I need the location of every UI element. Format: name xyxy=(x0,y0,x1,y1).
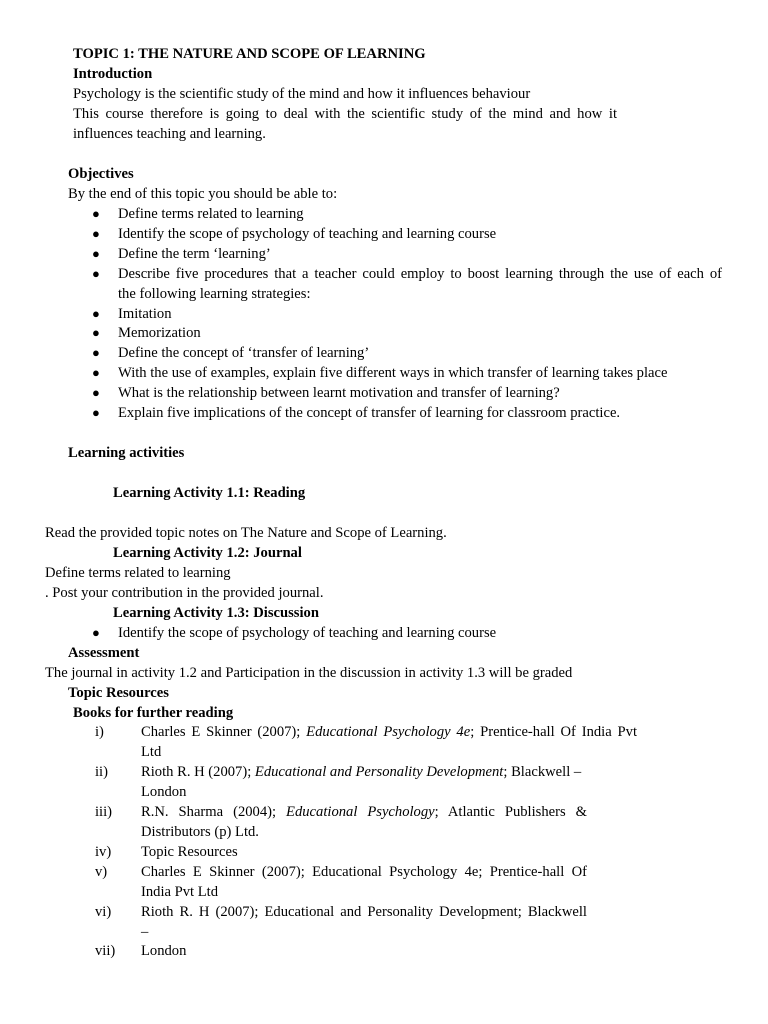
book-author: Rioth R. H (2007); xyxy=(141,764,255,780)
book-entry-continued: India Pvt Ltd xyxy=(141,884,219,900)
book-title: Educational and Personality Development xyxy=(254,764,504,780)
bullet-icon: ● xyxy=(92,306,100,321)
book-author: Charles E Skinner (2007); xyxy=(141,724,307,740)
bullet-icon: ● xyxy=(92,206,100,221)
objective-item: Define terms related to learning xyxy=(118,206,304,222)
activity-1-1-title: Learning Activity 1.1: Reading xyxy=(113,485,306,501)
learning-activities-heading: Learning activities xyxy=(68,445,185,461)
assessment-heading: Assessment xyxy=(68,645,140,661)
bullet-icon: ● xyxy=(92,405,100,420)
books-heading: Books for further reading xyxy=(73,705,234,721)
intro-line-2: This course therefore is going to deal with the scientific study of the mind and how it xyxy=(73,106,617,122)
objective-item: What is the relationship between learnt motivation and transfer of learning? xyxy=(118,385,560,401)
book-publisher: ; Blackwell – xyxy=(503,764,582,780)
objective-item: Memorization xyxy=(118,325,201,341)
book-title: Educational Psychology 4e xyxy=(306,724,471,740)
topic-title: TOPIC 1: THE NATURE AND SCOPE OF LEARNING xyxy=(73,46,426,62)
objective-item: Imitation xyxy=(118,306,172,322)
book-entry-continued: – xyxy=(141,924,149,940)
book-entry xyxy=(141,722,637,742)
objective-item: With the use of examples, explain five different ways in which transfer of learning takes place xyxy=(118,365,668,381)
activity-1-1-text: Read the provided topic notes on The Nature and Scope of Learning. xyxy=(45,525,447,541)
book-entry xyxy=(141,762,581,782)
intro-line-1: Psychology is the scientific study of the mind and how it influences behaviour xyxy=(73,86,531,102)
activity-1-2-title: Learning Activity 1.2: Journal xyxy=(113,545,302,561)
activity-1-3-title: Learning Activity 1.3: Discussion xyxy=(113,605,319,621)
book-entry: London xyxy=(141,943,187,959)
bullet-icon: ● xyxy=(92,625,100,640)
book-entry: Rioth R. H (2007); Educational and Personality Development; Blackwell xyxy=(141,904,587,920)
book-number: i) xyxy=(95,724,104,740)
book-number: ii) xyxy=(95,764,108,780)
book-entry: Topic Resources xyxy=(141,844,238,860)
book-number: v) xyxy=(95,864,108,880)
activity-1-2-text-2: . Post your contribution in the provided journal. xyxy=(45,585,324,601)
bullet-icon: ● xyxy=(92,226,100,241)
assessment-text: The journal in activity 1.2 and Participation in the discussion in activity 1.3 will be graded xyxy=(45,665,573,681)
bullet-icon: ● xyxy=(92,266,100,281)
bullet-icon: ● xyxy=(92,365,100,380)
objectives-lead: By the end of this topic you should be able to: xyxy=(68,186,338,202)
book-entry-continued: Distributors (p) Ltd. xyxy=(141,824,259,840)
objective-item: Define the term ‘learning’ xyxy=(118,246,271,262)
book-number: vi) xyxy=(95,904,112,920)
book-entry-continued: Ltd xyxy=(141,744,162,760)
introduction-heading: Introduction xyxy=(73,66,153,82)
objective-item: Describe five procedures that a teacher could employ to boost learning through the use of each of xyxy=(118,266,722,282)
bullet-icon: ● xyxy=(92,246,100,261)
objective-item: Identify the scope of psychology of teaching and learning course xyxy=(118,226,497,242)
book-publisher: ; Atlantic Publishers & xyxy=(434,804,587,820)
objective-item: Explain five implications of the concept of transfer of learning for classroom practice. xyxy=(118,405,621,421)
bullet-icon: ● xyxy=(92,325,100,340)
objectives-heading: Objectives xyxy=(68,166,134,182)
activity-1-2-text-1: Define terms related to learning xyxy=(45,565,231,581)
book-number: vii) xyxy=(95,943,116,959)
objective-item: Define the concept of ‘transfer of learning’ xyxy=(118,345,370,361)
book-author: R.N. Sharma (2004); xyxy=(141,804,287,820)
book-number: iii) xyxy=(95,804,113,820)
intro-line-3: influences teaching and learning. xyxy=(73,126,266,142)
topic-resources-heading: Topic Resources xyxy=(68,685,169,701)
book-entry-continued: London xyxy=(141,784,187,800)
bullet-icon: ● xyxy=(92,345,100,360)
book-number: iv) xyxy=(95,844,112,860)
book-entry: Charles E Skinner (2007); Educational Psychology 4e; Prentice-hall Of xyxy=(141,864,587,880)
activity-1-3-item: Identify the scope of psychology of teaching and learning course xyxy=(118,625,497,641)
book-entry xyxy=(141,802,587,822)
bullet-icon: ● xyxy=(92,385,100,400)
book-publisher: ; Prentice-hall Of India Pvt xyxy=(470,724,637,740)
book-title: Educational Psychology xyxy=(286,804,435,820)
objective-item-continued: the following learning strategies: xyxy=(118,286,311,302)
